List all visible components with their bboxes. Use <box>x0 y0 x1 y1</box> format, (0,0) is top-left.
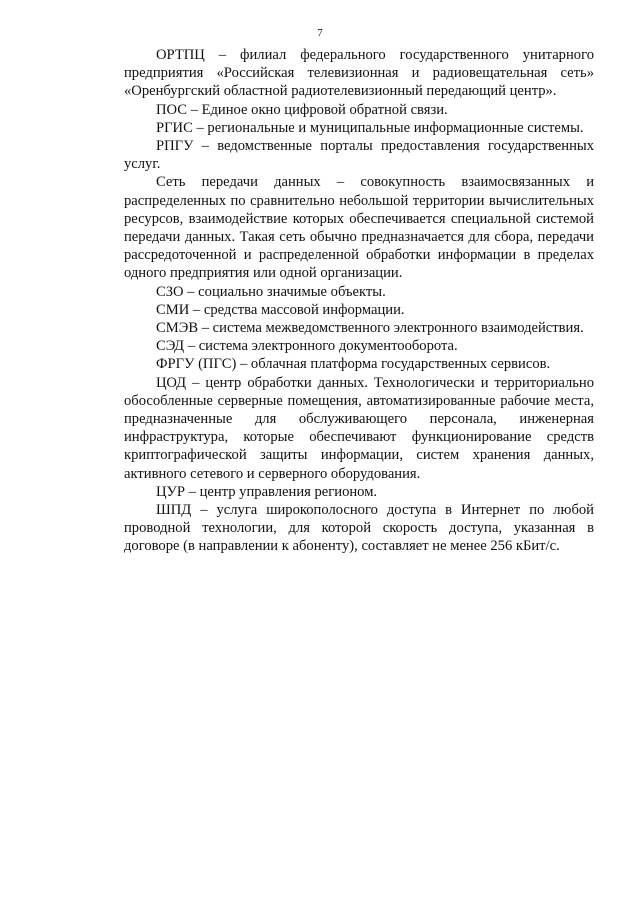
paragraph-smi: СМИ – средства массовой информации. <box>156 301 405 318</box>
paragraph-data-network: Сеть передачи данных – совокупность взаимосвязанных и распределенных по сравнительно небольшой территории вычислительных ресурсов, взаимодействие которых обеспечивается специальной системой передачи данных. Такая сеть обычно предназначается для сбора, передачи рассредоточенной и распределенной обработки информации в пределах одного предприятия или одной организации. <box>124 174 594 282</box>
paragraph-cur: ЦУР – центр управления регионом. <box>156 483 378 500</box>
paragraph-ortpc: ОРТПЦ – филиал федерального государственного унитарного предприятия «Российская телевизионная и радиовещательная сеть» «Оренбургский областной радиотелевизионный передающий центр». <box>124 47 594 100</box>
document-body <box>124 46 594 556</box>
paragraph-rpgu: РПГУ – ведомственные порталы предоставления государственных услуг. <box>124 138 594 173</box>
paragraph-cod: ЦОД – центр обработки данных. Технологически и территориально обособленные серверные помещения, автоматизированные рабочие места, предназначенные для обслуживающего персонала, инженерная инфраструктура, которые обеспечивают функционирование средств криптографической защиты информации, систем хранения данных, активного сетевого и серверного оборудования. <box>124 374 594 482</box>
paragraph-shpd: ШПД – услуга широкополосного доступа в Интернет по любой проводной технологии, для которой скорость доступа, указанная в договоре (в направлении к абоненту), составляет не менее 256 кБит/с. <box>124 502 594 555</box>
paragraph-sed: СЭД – система электронного документооборота. <box>156 338 458 355</box>
paragraph-smev: СМЭВ – система межведомственного электронного взаимодействия. <box>156 320 584 337</box>
paragraph-szo: СЗО – социально значимые объекты. <box>156 283 386 300</box>
paragraph-rgis: РГИС – региональные и муниципальные информационные системы. <box>156 119 584 136</box>
paragraph-frgu: ФРГУ (ПГС) – облачная платформа государственных сервисов. <box>156 356 551 373</box>
paragraph-pos: ПОС – Единое окно цифровой обратной связи. <box>156 101 448 118</box>
page-number: 7 <box>317 27 323 39</box>
